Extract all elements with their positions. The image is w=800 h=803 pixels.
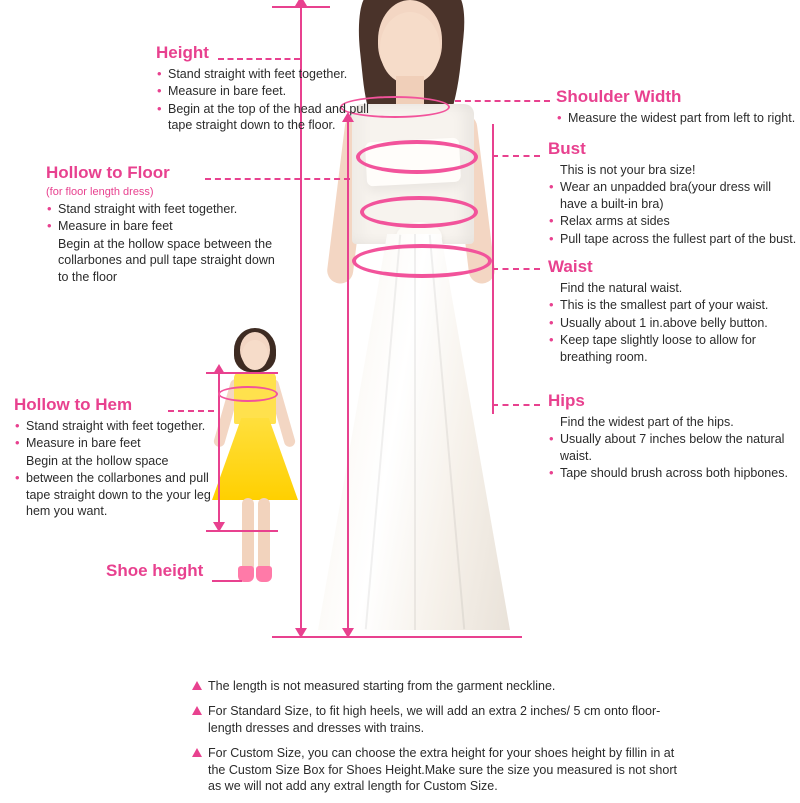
triangle-icon <box>192 706 202 715</box>
hips-connector <box>492 404 540 406</box>
hips-tape <box>352 244 492 278</box>
hollow-to-floor-line <box>347 120 349 636</box>
bullet: • Begin at the top of the head and pull tape straight down to the floor. <box>156 101 396 134</box>
leg-left <box>242 498 254 572</box>
footer-note <box>192 678 692 695</box>
height-top-cap <box>272 6 330 8</box>
bullet: • Usually about 7 inches below the natural waist. <box>548 431 798 464</box>
bullet: • Relax arms at sides <box>548 213 798 230</box>
section-bust-title: Bust <box>548 139 586 158</box>
bullet: • Stand straight with feet together. <box>14 418 214 435</box>
section-shoulder-width-bullets <box>556 110 796 127</box>
footer-note <box>192 703 692 737</box>
waist-tape <box>360 196 478 228</box>
bullet: • Wear an unpadded bra(your dress will have a built-in bra) <box>548 179 798 212</box>
shoulder-connector <box>455 100 550 102</box>
section-hollow-to-hem-bullets <box>14 418 214 520</box>
bullet: Begin at the hollow space <box>26 453 169 468</box>
bullet: • Measure in bare feet. <box>156 83 396 100</box>
section-shoe-height <box>106 562 203 584</box>
footer-note-text: For Standard Size, to fit high heels, we will add an extra 2 inches/ 5 cm onto floor-length dresses and dresses with trains. <box>208 703 661 735</box>
section-height-bullets <box>156 66 396 134</box>
section-hips-subtitle: Find the widest part of the hips. <box>560 414 734 429</box>
section-shoe-height-title: Shoe height <box>106 561 204 580</box>
section-waist-title: Waist <box>548 257 593 276</box>
waist-connector <box>492 268 540 270</box>
section-bust-bullets <box>548 162 798 248</box>
section-hips <box>548 392 798 483</box>
shoe-right <box>256 566 272 582</box>
section-shoulder-width-title: Shoulder Width <box>556 87 682 106</box>
bust-tape <box>356 140 478 174</box>
floor-line <box>272 636 522 638</box>
footer-note-text: For Custom Size, you can choose the extra height for your shoes height by fillin in at the Custom Size Box for Shoes Height.Make sure the size you measured is not short as we will not add any extral length for Custom Size. <box>208 745 677 794</box>
bullet: • Keep tape slightly loose to allow for breathing room. <box>548 332 798 365</box>
section-height-title: Height <box>156 43 209 62</box>
bullet: • between the collarbones and pull tape straight down to the your leg hem you want. <box>14 470 214 520</box>
bullet: • This is the smallest part of your waist. <box>548 297 798 314</box>
hollow-to-hem-bottom-cap <box>206 530 278 532</box>
short-dress-bust-tape <box>218 386 278 402</box>
section-hips-title: Hips <box>548 391 585 410</box>
hollow-to-floor-arrow-bottom <box>342 628 354 638</box>
footer-notes <box>192 678 692 803</box>
triangle-icon <box>192 681 202 690</box>
section-hollow-to-hem <box>14 396 214 521</box>
footer-note-text: The length is not measured starting from the garment neckline. <box>208 679 556 693</box>
section-bust <box>548 140 798 248</box>
shoe-height-line <box>212 580 242 582</box>
skirt-fold <box>429 235 466 630</box>
section-shoulder-width <box>556 88 796 127</box>
bullet: • Measure the widest part from left to right. <box>556 110 796 127</box>
section-hollow-to-floor <box>46 164 276 286</box>
face <box>242 340 268 370</box>
bullet: • Measure in bare feet <box>14 435 214 452</box>
bullet: • Tape should brush across both hipbones. <box>548 465 798 482</box>
footer-note <box>192 745 692 796</box>
bullet: • Stand straight with feet together. <box>156 66 396 83</box>
section-hollow-to-floor-subtitle: (for floor length dress) <box>46 185 154 198</box>
bullet: • Usually about 1 in.above belly button. <box>548 315 798 332</box>
bullet: • Stand straight with feet together. <box>46 201 276 218</box>
section-hollow-to-hem-title: Hollow to Hem <box>14 395 133 414</box>
bullet: Begin at the hollow space between the collarbones and pull tape straight down to the floor <box>58 236 275 284</box>
bullet: • Measure in bare feet <box>46 218 276 235</box>
bust-connector <box>492 155 540 157</box>
section-waist-subtitle: Find the natural waist. <box>560 280 683 295</box>
section-bust-subtitle: This is not your bra size! <box>560 162 696 177</box>
section-waist <box>548 258 798 366</box>
bullet: • Pull tape across the fullest part of the bust. <box>548 231 798 248</box>
leg-right <box>258 498 270 572</box>
hollow-to-hem-top-cap <box>206 372 278 374</box>
section-waist-bullets <box>548 280 798 366</box>
section-hollow-to-floor-title: Hollow to Floor <box>46 163 170 182</box>
section-hollow-to-floor-bullets <box>46 201 276 286</box>
skirt-fold <box>414 234 416 630</box>
section-height <box>156 44 396 135</box>
section-hips-bullets <box>548 414 798 482</box>
skirt-fold <box>365 235 402 630</box>
triangle-icon <box>192 748 202 757</box>
